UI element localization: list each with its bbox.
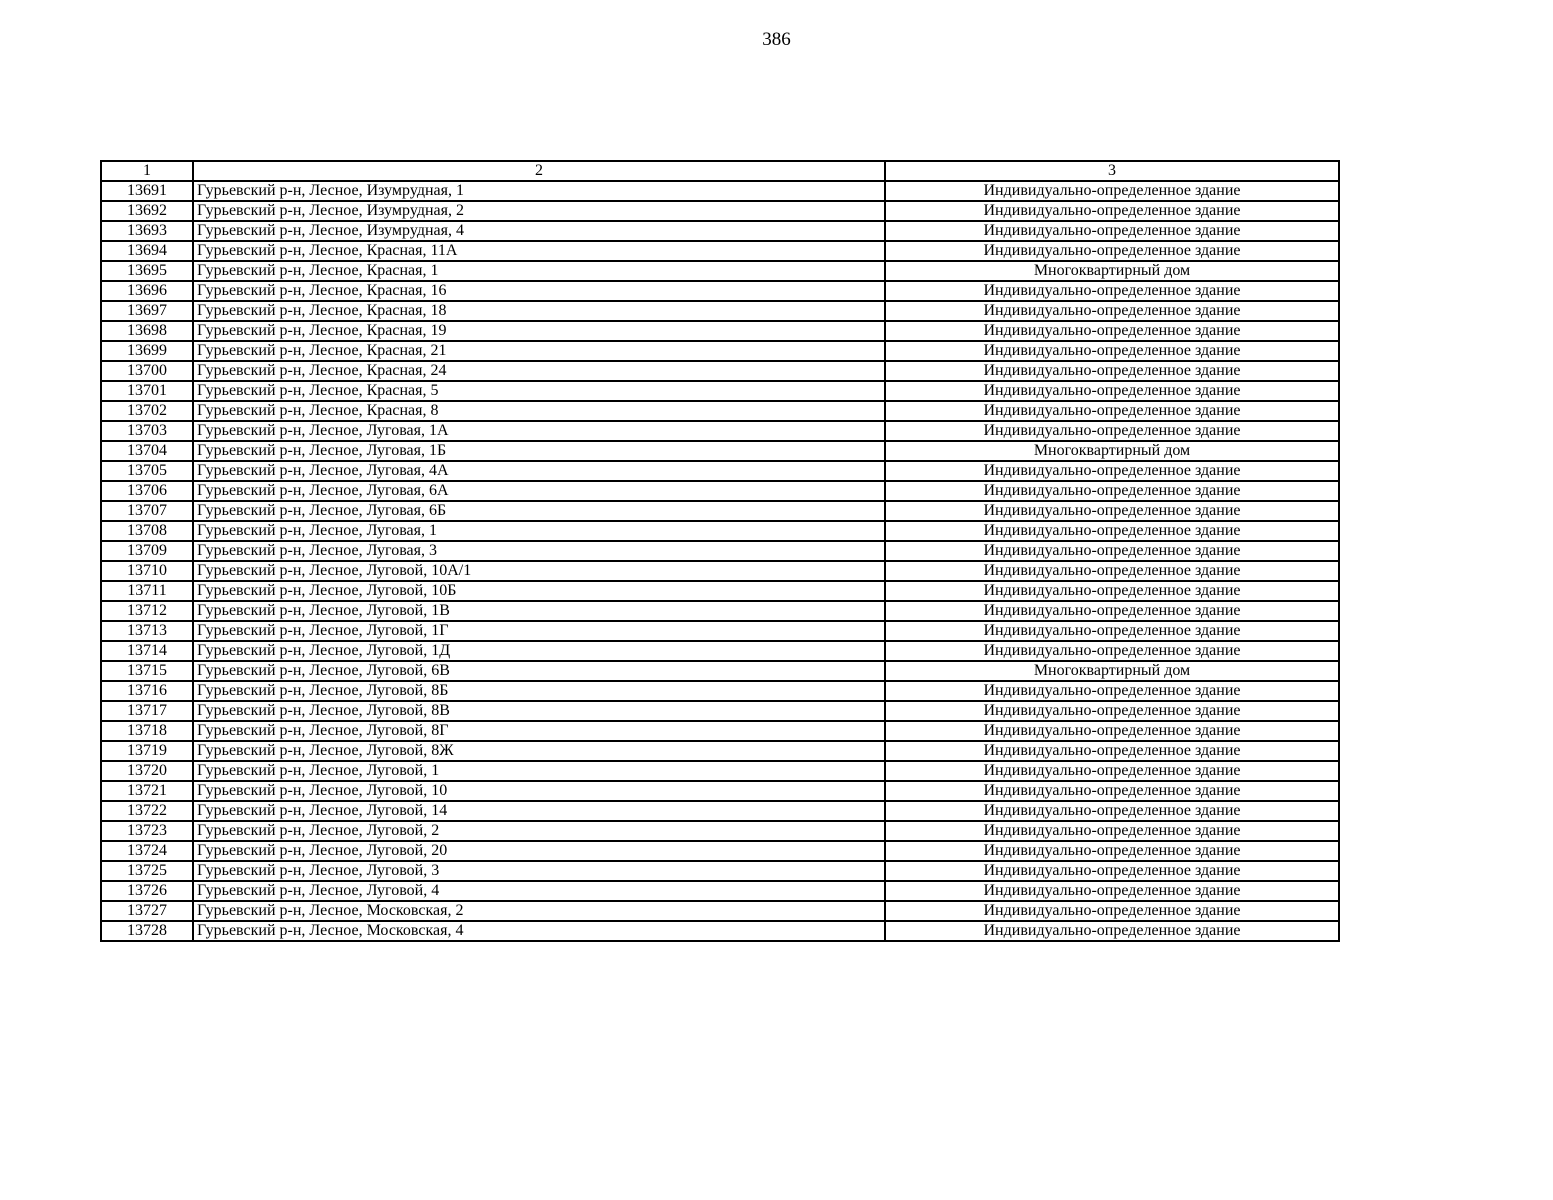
address-cell: Гурьевский р-н, Лесное, Луговая, 1Б bbox=[193, 441, 885, 461]
address-cell: Гурьевский р-н, Лесное, Луговой, 1Д bbox=[193, 641, 885, 661]
row-number: 13710 bbox=[101, 561, 193, 581]
object-type-cell: Индивидуально-определенное здание bbox=[885, 861, 1339, 881]
object-type-cell: Многоквартирный дом bbox=[885, 661, 1339, 681]
address-cell: Гурьевский р-н, Лесное, Изумрудная, 1 bbox=[193, 181, 885, 201]
object-type-cell: Индивидуально-определенное здание bbox=[885, 541, 1339, 561]
object-type-cell: Индивидуально-определенное здание bbox=[885, 461, 1339, 481]
header-row bbox=[101, 161, 1339, 181]
table-row bbox=[101, 661, 1339, 681]
row-number: 13700 bbox=[101, 361, 193, 381]
address-cell: Гурьевский р-н, Лесное, Луговой, 1Г bbox=[193, 621, 885, 641]
table-row bbox=[101, 621, 1339, 641]
table-row bbox=[101, 221, 1339, 241]
table-row bbox=[101, 501, 1339, 521]
object-type-cell: Индивидуально-определенное здание bbox=[885, 401, 1339, 421]
table-row bbox=[101, 461, 1339, 481]
address-cell: Гурьевский р-н, Лесное, Луговой, 8Ж bbox=[193, 741, 885, 761]
row-number: 13704 bbox=[101, 441, 193, 461]
table-row bbox=[101, 521, 1339, 541]
table-row bbox=[101, 681, 1339, 701]
object-type-cell: Индивидуально-определенное здание bbox=[885, 841, 1339, 861]
address-cell: Гурьевский р-н, Лесное, Красная, 24 bbox=[193, 361, 885, 381]
table-row bbox=[101, 281, 1339, 301]
object-type-cell: Индивидуально-определенное здание bbox=[885, 621, 1339, 641]
column-header-1: 1 bbox=[101, 161, 193, 181]
row-number: 13725 bbox=[101, 861, 193, 881]
row-number: 13694 bbox=[101, 241, 193, 261]
row-number: 13705 bbox=[101, 461, 193, 481]
address-cell: Гурьевский р-н, Лесное, Красная, 18 bbox=[193, 301, 885, 321]
address-cell: Гурьевский р-н, Лесное, Луговая, 1 bbox=[193, 521, 885, 541]
row-number: 13696 bbox=[101, 281, 193, 301]
table-row bbox=[101, 781, 1339, 801]
row-number: 13702 bbox=[101, 401, 193, 421]
address-cell: Гурьевский р-н, Лесное, Красная, 19 bbox=[193, 321, 885, 341]
table-row bbox=[101, 741, 1339, 761]
object-type-cell: Индивидуально-определенное здание bbox=[885, 301, 1339, 321]
table-row bbox=[101, 641, 1339, 661]
address-cell: Гурьевский р-н, Лесное, Красная, 8 bbox=[193, 401, 885, 421]
address-cell: Гурьевский р-н, Лесное, Луговой, 14 bbox=[193, 801, 885, 821]
address-cell: Гурьевский р-н, Лесное, Луговой, 8Б bbox=[193, 681, 885, 701]
object-type-cell: Индивидуально-определенное здание bbox=[885, 381, 1339, 401]
table-row bbox=[101, 761, 1339, 781]
row-number: 13692 bbox=[101, 201, 193, 221]
row-number: 13698 bbox=[101, 321, 193, 341]
table-row bbox=[101, 901, 1339, 921]
table-row bbox=[101, 801, 1339, 821]
table-row bbox=[101, 241, 1339, 261]
address-cell: Гурьевский р-н, Лесное, Луговой, 6В bbox=[193, 661, 885, 681]
address-cell: Гурьевский р-н, Лесное, Луговая, 6Б bbox=[193, 501, 885, 521]
object-type-cell: Индивидуально-определенное здание bbox=[885, 481, 1339, 501]
row-number: 13714 bbox=[101, 641, 193, 661]
address-cell: Гурьевский р-н, Лесное, Луговой, 20 bbox=[193, 841, 885, 861]
address-cell: Гурьевский р-н, Лесное, Изумрудная, 2 bbox=[193, 201, 885, 221]
row-number: 13706 bbox=[101, 481, 193, 501]
row-number: 13728 bbox=[101, 921, 193, 941]
table-header bbox=[101, 161, 1339, 181]
address-cell: Гурьевский р-н, Лесное, Луговая, 1А bbox=[193, 421, 885, 441]
object-type-cell: Индивидуально-определенное здание bbox=[885, 641, 1339, 661]
row-number: 13695 bbox=[101, 261, 193, 281]
table-row bbox=[101, 261, 1339, 281]
table-row bbox=[101, 301, 1339, 321]
table-row bbox=[101, 561, 1339, 581]
object-type-cell: Индивидуально-определенное здание bbox=[885, 421, 1339, 441]
row-number: 13708 bbox=[101, 521, 193, 541]
table-row bbox=[101, 841, 1339, 861]
object-type-cell: Многоквартирный дом bbox=[885, 261, 1339, 281]
address-cell: Гурьевский р-н, Лесное, Изумрудная, 4 bbox=[193, 221, 885, 241]
address-cell: Гурьевский р-н, Лесное, Красная, 5 bbox=[193, 381, 885, 401]
object-type-cell: Индивидуально-определенное здание bbox=[885, 721, 1339, 741]
row-number: 13726 bbox=[101, 881, 193, 901]
object-type-cell: Индивидуально-определенное здание bbox=[885, 901, 1339, 921]
row-number: 13724 bbox=[101, 841, 193, 861]
table-row bbox=[101, 581, 1339, 601]
address-cell: Гурьевский р-н, Лесное, Луговой, 3 bbox=[193, 861, 885, 881]
object-type-cell: Индивидуально-определенное здание bbox=[885, 221, 1339, 241]
address-cell: Гурьевский р-н, Лесное, Красная, 21 bbox=[193, 341, 885, 361]
address-cell: Гурьевский р-н, Лесное, Луговой, 8Г bbox=[193, 721, 885, 741]
object-type-cell: Многоквартирный дом bbox=[885, 441, 1339, 461]
row-number: 13717 bbox=[101, 701, 193, 721]
object-type-cell: Индивидуально-определенное здание bbox=[885, 521, 1339, 541]
table-row bbox=[101, 181, 1339, 201]
address-cell: Гурьевский р-н, Лесное, Луговой, 10А/1 bbox=[193, 561, 885, 581]
table-row bbox=[101, 481, 1339, 501]
page-number: 386 bbox=[762, 29, 791, 50]
table-row bbox=[101, 381, 1339, 401]
row-number: 13707 bbox=[101, 501, 193, 521]
address-cell: Гурьевский р-н, Лесное, Луговая, 3 bbox=[193, 541, 885, 561]
row-number: 13697 bbox=[101, 301, 193, 321]
address-cell: Гурьевский р-н, Лесное, Московская, 4 bbox=[193, 921, 885, 941]
address-cell: Гурьевский р-н, Лесное, Красная, 16 bbox=[193, 281, 885, 301]
table-row bbox=[101, 401, 1339, 421]
object-type-cell: Индивидуально-определенное здание bbox=[885, 781, 1339, 801]
address-cell: Гурьевский р-н, Лесное, Луговой, 8В bbox=[193, 701, 885, 721]
object-type-cell: Индивидуально-определенное здание bbox=[885, 761, 1339, 781]
address-cell: Гурьевский р-н, Лесное, Московская, 2 bbox=[193, 901, 885, 921]
object-type-cell: Индивидуально-определенное здание bbox=[885, 881, 1339, 901]
object-type-cell: Индивидуально-определенное здание bbox=[885, 701, 1339, 721]
object-type-cell: Индивидуально-определенное здание bbox=[885, 801, 1339, 821]
registry-table bbox=[100, 160, 1340, 942]
row-number: 13715 bbox=[101, 661, 193, 681]
address-cell: Гурьевский р-н, Лесное, Луговой, 4 bbox=[193, 881, 885, 901]
row-number: 13712 bbox=[101, 601, 193, 621]
table-row bbox=[101, 861, 1339, 881]
table-row bbox=[101, 201, 1339, 221]
table-row bbox=[101, 921, 1339, 941]
address-cell: Гурьевский р-н, Лесное, Красная, 11А bbox=[193, 241, 885, 261]
object-type-cell: Индивидуально-определенное здание bbox=[885, 321, 1339, 341]
table-body bbox=[101, 181, 1339, 941]
table-row bbox=[101, 701, 1339, 721]
object-type-cell: Индивидуально-определенное здание bbox=[885, 501, 1339, 521]
row-number: 13720 bbox=[101, 761, 193, 781]
object-type-cell: Индивидуально-определенное здание bbox=[885, 921, 1339, 941]
table-row bbox=[101, 421, 1339, 441]
table-row bbox=[101, 361, 1339, 381]
table-row bbox=[101, 541, 1339, 561]
row-number: 13723 bbox=[101, 821, 193, 841]
row-number: 13721 bbox=[101, 781, 193, 801]
table-row bbox=[101, 341, 1339, 361]
object-type-cell: Индивидуально-определенное здание bbox=[885, 361, 1339, 381]
row-number: 13693 bbox=[101, 221, 193, 241]
address-cell: Гурьевский р-н, Лесное, Луговой, 1 bbox=[193, 761, 885, 781]
address-cell: Гурьевский р-н, Лесное, Луговой, 1В bbox=[193, 601, 885, 621]
object-type-cell: Индивидуально-определенное здание bbox=[885, 341, 1339, 361]
address-cell: Гурьевский р-н, Лесное, Луговая, 6А bbox=[193, 481, 885, 501]
row-number: 13716 bbox=[101, 681, 193, 701]
row-number: 13701 bbox=[101, 381, 193, 401]
table-row bbox=[101, 881, 1339, 901]
row-number: 13719 bbox=[101, 741, 193, 761]
object-type-cell: Индивидуально-определенное здание bbox=[885, 281, 1339, 301]
row-number: 13699 bbox=[101, 341, 193, 361]
address-cell: Гурьевский р-н, Лесное, Луговой, 2 bbox=[193, 821, 885, 841]
row-number: 13703 bbox=[101, 421, 193, 441]
object-type-cell: Индивидуально-определенное здание bbox=[885, 821, 1339, 841]
object-type-cell: Индивидуально-определенное здание bbox=[885, 181, 1339, 201]
address-cell: Гурьевский р-н, Лесное, Красная, 1 bbox=[193, 261, 885, 281]
row-number: 13691 bbox=[101, 181, 193, 201]
object-type-cell: Индивидуально-определенное здание bbox=[885, 561, 1339, 581]
table-row bbox=[101, 321, 1339, 341]
column-header-3: 3 bbox=[885, 161, 1339, 181]
address-cell: Гурьевский р-н, Лесное, Луговой, 10 bbox=[193, 781, 885, 801]
table-row bbox=[101, 441, 1339, 461]
column-header-2: 2 bbox=[193, 161, 885, 181]
row-number: 13718 bbox=[101, 721, 193, 741]
object-type-cell: Индивидуально-определенное здание bbox=[885, 581, 1339, 601]
object-type-cell: Индивидуально-определенное здание bbox=[885, 741, 1339, 761]
row-number: 13722 bbox=[101, 801, 193, 821]
row-number: 13713 bbox=[101, 621, 193, 641]
row-number: 13709 bbox=[101, 541, 193, 561]
address-cell: Гурьевский р-н, Лесное, Луговая, 4А bbox=[193, 461, 885, 481]
object-type-cell: Индивидуально-определенное здание bbox=[885, 201, 1339, 221]
table-row bbox=[101, 721, 1339, 741]
table-row bbox=[101, 601, 1339, 621]
object-type-cell: Индивидуально-определенное здание bbox=[885, 681, 1339, 701]
row-number: 13711 bbox=[101, 581, 193, 601]
object-type-cell: Индивидуально-определенное здание bbox=[885, 601, 1339, 621]
table-row bbox=[101, 821, 1339, 841]
address-cell: Гурьевский р-н, Лесное, Луговой, 10Б bbox=[193, 581, 885, 601]
row-number: 13727 bbox=[101, 901, 193, 921]
object-type-cell: Индивидуально-определенное здание bbox=[885, 241, 1339, 261]
